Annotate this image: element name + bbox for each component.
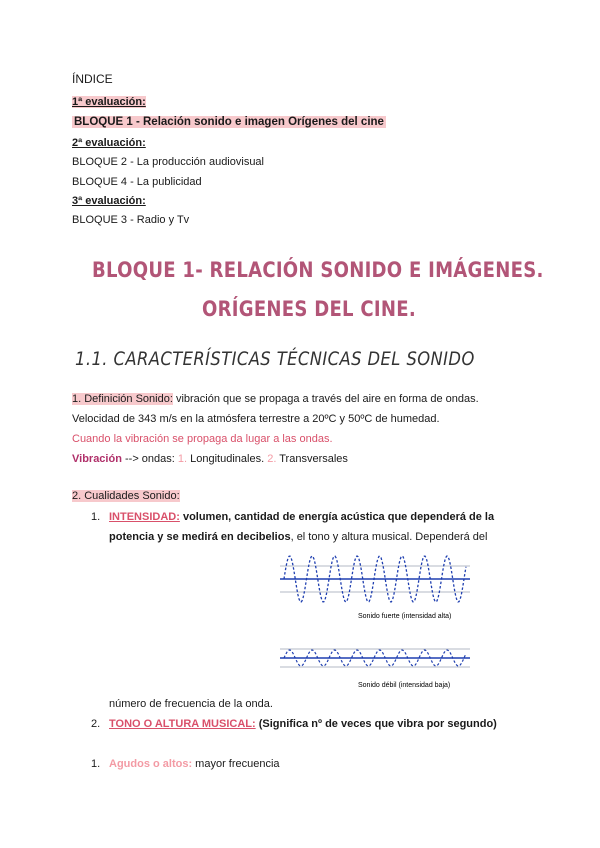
weak-wave-diagram bbox=[280, 649, 470, 667]
index-bloque4[interactable]: BLOQUE 4 - La publicidad bbox=[72, 176, 202, 188]
vibration-label: Vibración bbox=[72, 453, 122, 465]
velocity-text: Velocidad de 343 m/s en la atmósfera terrestre a 20ºC y 50ºC de humedad. bbox=[72, 413, 440, 425]
strong-wave-caption: Sonido fuerte (intensidad alta) bbox=[358, 613, 452, 620]
index-bloque1[interactable]: BLOQUE 1 - Relación sonido e imagen Orígenes del cine bbox=[74, 116, 384, 128]
index-eval1: 1ª evaluación: bbox=[72, 96, 146, 108]
qualities-heading: 2. Cualidades Sonido: bbox=[72, 490, 180, 502]
item2-text: (Significa nº de veces que vibra por segundo) bbox=[255, 718, 497, 730]
index-heading: ÍNDICE bbox=[72, 72, 113, 86]
definition-line bbox=[72, 393, 479, 405]
item1-label: INTENSIDAD: bbox=[109, 511, 180, 523]
index-bloque2[interactable]: BLOQUE 2 - La producción audiovisual bbox=[72, 156, 264, 168]
sub1-text: mayor frecuencia bbox=[192, 758, 280, 770]
vibration-text-3: Transversales bbox=[276, 453, 348, 465]
item2-label: TONO O ALTURA MUSICAL: bbox=[109, 718, 256, 730]
page-title-line1: BLOQUE 1- RELACIÓN SONIDO E IMÁGENES. bbox=[92, 258, 544, 282]
index-eval2: 2ª evaluación: bbox=[72, 137, 146, 149]
vibration-num-1: 1. bbox=[177, 453, 188, 465]
item1-line2 bbox=[109, 531, 487, 543]
wave-diagrams bbox=[270, 548, 480, 698]
sub1-label: Agudos o altos: bbox=[109, 758, 193, 770]
vibration-text-2: Longitudinales. bbox=[187, 453, 268, 465]
item1-text-a: volumen, cantidad de energía acústica que dependerá de la bbox=[179, 511, 495, 523]
item2-number: 2. bbox=[91, 718, 101, 730]
strong-wave-diagram bbox=[280, 556, 470, 602]
vibration-line bbox=[72, 453, 348, 465]
propagation-text: Cuando la vibración se propaga da lugar a las ondas. bbox=[72, 433, 333, 445]
vibration-num-2: 2. bbox=[267, 453, 277, 465]
item1-text-b: potencia y se medirá en decibelios bbox=[109, 531, 291, 543]
weak-wave-caption: Sonido débil (intensidad baja) bbox=[358, 682, 451, 689]
item1-text-c: , el tono y altura musical. Dependerá del bbox=[290, 531, 488, 543]
item1-number: 1. bbox=[91, 511, 101, 523]
definition-label: 1. Definición Sonido: bbox=[72, 393, 173, 405]
index-eval3: 3ª evaluación: bbox=[72, 195, 146, 207]
item1-end: número de frecuencia de la onda. bbox=[109, 698, 273, 710]
section-heading: 1.1. CARACTERÍSTICAS TÉCNICAS DEL SONIDO bbox=[75, 348, 475, 370]
definition-text: vibración que se propaga a través del aire en forma de ondas. bbox=[172, 393, 479, 405]
sub1-line bbox=[109, 758, 280, 770]
sub1-number: 1. bbox=[91, 758, 101, 770]
index-bloque3[interactable]: BLOQUE 3 - Radio y Tv bbox=[72, 214, 190, 226]
vibration-text-1: --> ondas: bbox=[121, 453, 178, 465]
page-title-line2: ORÍGENES DEL CINE. bbox=[202, 297, 416, 321]
item2-line bbox=[109, 718, 497, 730]
item1-line1 bbox=[109, 511, 494, 523]
